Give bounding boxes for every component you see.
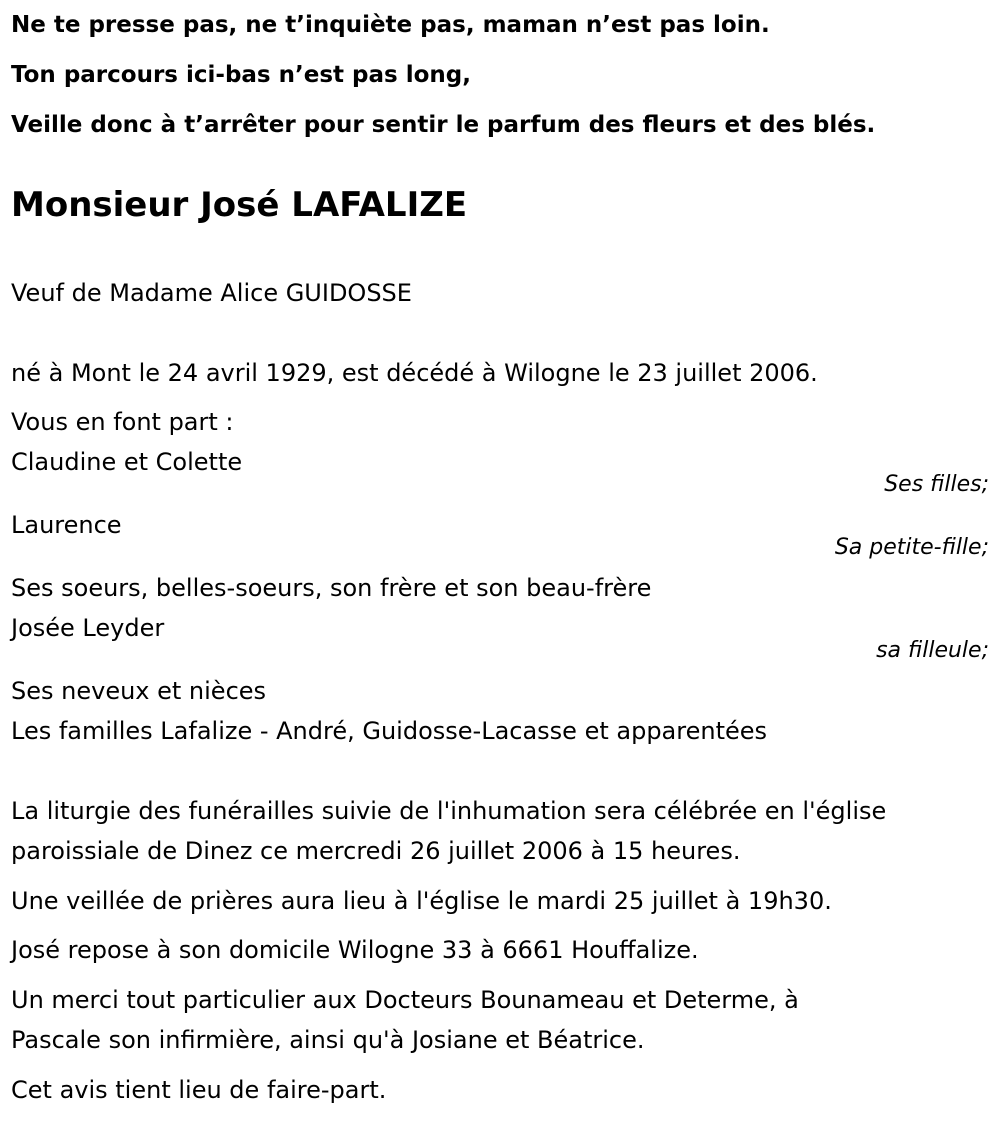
thanks-line-1: Un merci tout particulier aux Docteurs Bounameau et Determe, à [11, 986, 799, 1014]
birth-death-line: né à Mont le 24 avril 1929, est décédé à Wilogne le 23 juillet 2006. [11, 359, 818, 387]
spouse-line: Veuf de Madame Alice GUIDOSSE [11, 279, 412, 307]
nephews-line: Ses neveux et nièces [11, 677, 267, 705]
poem-line-3: Veille donc à t’arrêter pour sentir le parfum des fleurs et des blés. [11, 112, 876, 138]
rest-line: José repose à son domicile Wilogne 33 à 6661 Houffalize. [11, 936, 699, 964]
poem-line-1: Ne te presse pas, ne t’inquiète pas, maman n’est pas loin. [11, 12, 770, 38]
liturgy-line-1: La liturgie des funérailles suivie de l'inhumation sera célébrée en l'église [11, 797, 887, 825]
liturgy-line-2: paroissiale de Dinez ce mercredi 26 juillet 2006 à 15 heures. [11, 837, 741, 865]
goddaughter-name: Josée Leyder [11, 614, 165, 642]
families-line: Les familles Lafalize - André, Guidosse-Lacasse et apparentées [11, 717, 768, 745]
siblings-line: Ses soeurs, belles-soeurs, son frère et son beau-frère [11, 574, 652, 602]
vigil-line: Une veillée de prières aura lieu à l'église le mardi 25 juillet à 19h30. [11, 887, 832, 915]
daughters-relation: Ses filles; [884, 472, 989, 497]
poem-line-2: Ton parcours ici-bas n’est pas long, [11, 62, 471, 88]
granddaughter-name: Laurence [11, 511, 122, 539]
granddaughter-relation: Sa petite-fille; [834, 535, 989, 560]
announcers-intro: Vous en font part : [11, 408, 234, 436]
goddaughter-relation: sa filleule; [876, 638, 989, 663]
closing-line: Cet avis tient lieu de faire-part. [11, 1076, 387, 1104]
deceased-name: Monsieur José LAFALIZE [11, 185, 468, 225]
daughters-names: Claudine et Colette [11, 448, 243, 476]
thanks-line-2: Pascale son infirmière, ainsi qu'à Josiane et Béatrice. [11, 1026, 645, 1054]
